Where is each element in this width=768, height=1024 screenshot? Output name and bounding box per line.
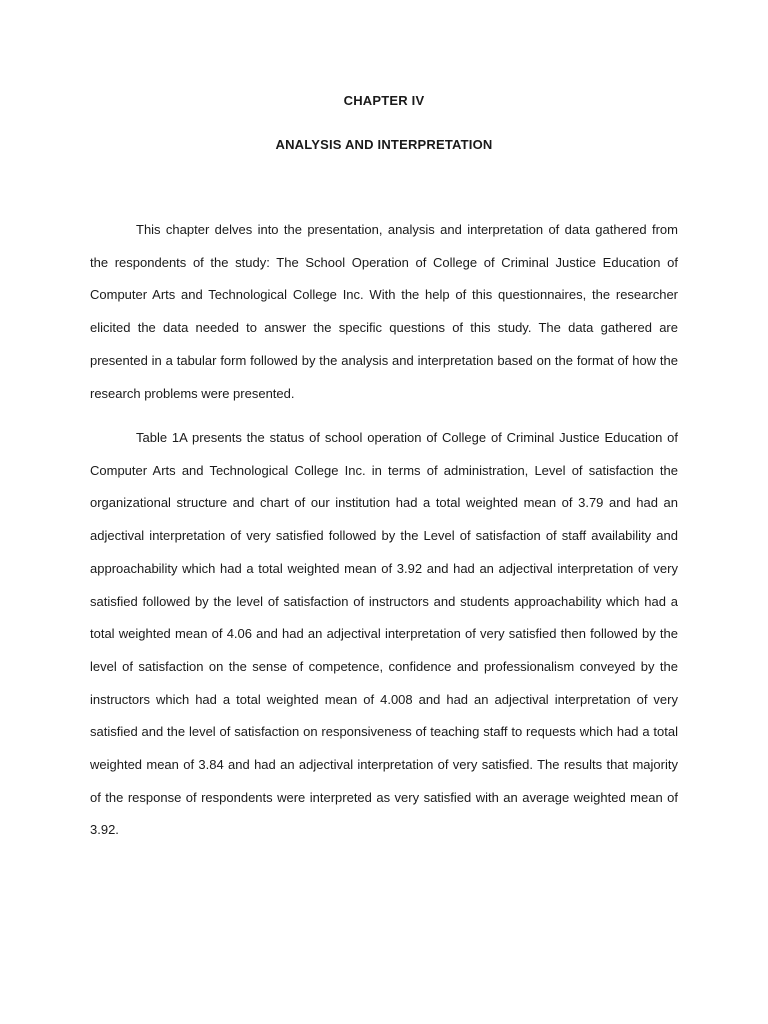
body-paragraph-intro: This chapter delves into the presentation, analysis and interpretation of data gathered from the respondents of the study: The School Operation of College of Criminal Justice Education of Computer Arts and Technological College Inc. With the help of this questionnaires, the researcher elicited the data needed to answer the specific questions of this study. The data gathered are presented in a tabular form followed by the analysis and interpretation based on the format of how the research problems were presented.: [90, 222, 678, 401]
chapter-title: ANALYSIS AND INTERPRETATION: [275, 137, 493, 152]
chapter-label: CHAPTER IV: [343, 93, 425, 108]
body-paragraph-table-1a: Table 1A presents the status of school operation of College of Criminal Justice Education of Computer Arts and Technological College Inc. in terms of administration, Level of satisfaction the organizational structure and chart of our institution had a total weighted mean of 3.79 and had an adjectival interpretation of very satisfied followed by the Level of satisfaction of staff availability and approachability which had a total weighted mean of 3.92 and had an adjectival interpretation of very satisfied followed by the level of satisfaction of instructors and students approachability which had a total weighted mean of 4.06 and had an adjectival interpretation of very satisfied then followed by the level of satisfaction on the sense of competence, confidence and professionalism conveyed by the instructors which had a total weighted mean of 4.008 and had an adjectival interpretation of very satisfied and the level of satisfaction on responsiveness of teaching staff to requests which had a total weighted mean of 3.84 and had an adjectival interpretation of very satisfied. The results that majority of the response of respondents were interpreted as very satisfied with an average weighted mean of 3.92.: [90, 430, 678, 838]
